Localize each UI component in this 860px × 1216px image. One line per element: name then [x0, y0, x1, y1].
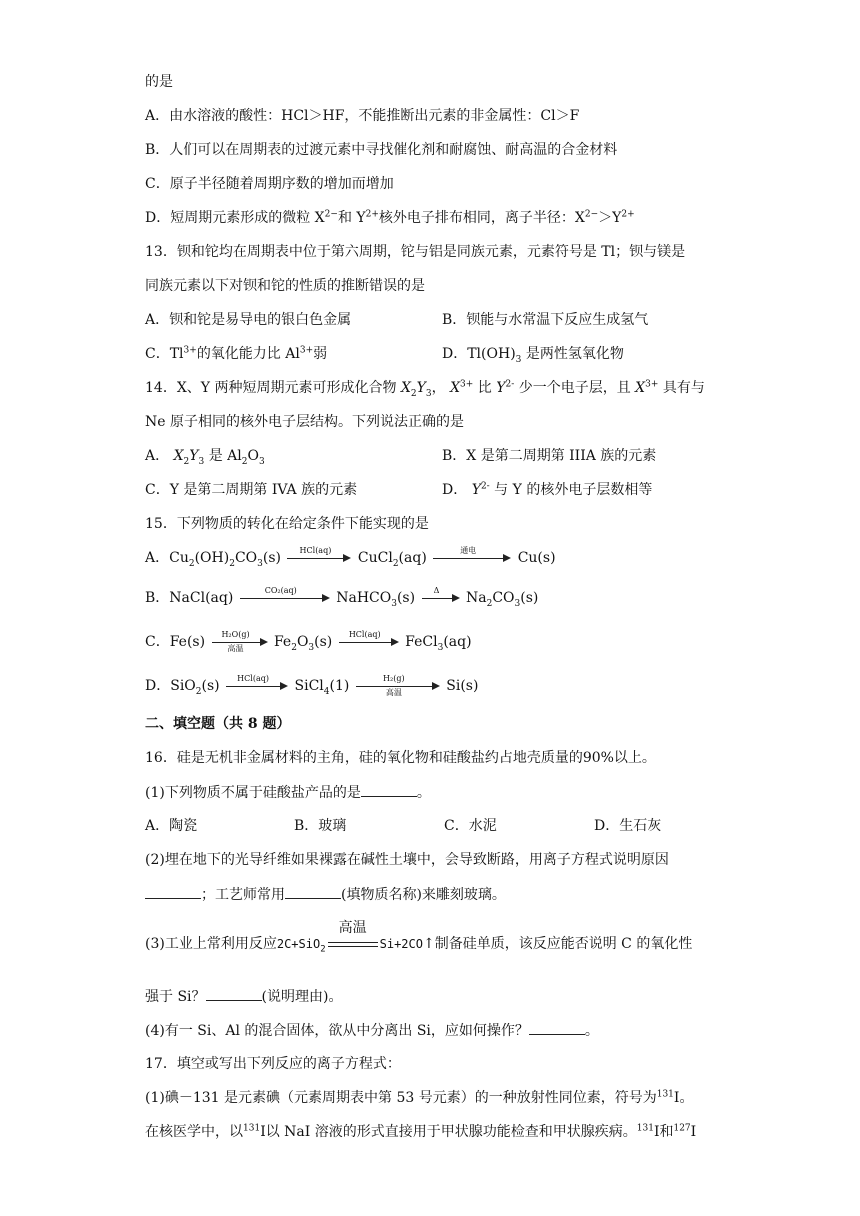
- option-a: A．$Cu_2(OH)_2CO_3(s)$ HCl(aq) CuCl$_2$(aq) 通电 Cu(s): [145, 546, 556, 569]
- option-c: C．Y 是第二周期第 IVA 族的元素: [145, 482, 358, 498]
- question-16-part-3: (3)工业上常利用反应2C+SiO$_2$ 高温 Si+2CO↑制备硅单质，该反应能否说明 C 的氧化性: [145, 920, 693, 955]
- option-d: D．短周期元素形成的微粒 $X^{2-}$和 $Y^{2+}$核外电子排布相同，离子半径：$X^{2-}>Y^{2+}$: [145, 209, 635, 226]
- reaction-arrow: HCl(aq): [339, 632, 399, 652]
- option-b: B．X 是第二周期第 IIIA 族的元素: [442, 448, 657, 464]
- reaction-arrow: HCl(aq): [287, 548, 351, 568]
- question-16-part-3-cont: 强于 Si？ (说明理由)。: [145, 986, 342, 1007]
- reaction-arrow: CO₂(aq): [240, 588, 330, 608]
- condition-equals-sign: 高温: [326, 934, 380, 954]
- option-d: D． $Y^{2-}$ 与 Y 的核外电子层数相等: [442, 481, 653, 498]
- option-b: B．钡能与水常温下反应生成氢气: [442, 312, 649, 328]
- option-c: C．$Tl^{3+}$的氧化能力比 $Al^{3+}$弱: [145, 345, 328, 362]
- question-16-part-1: (1)下列物质不属于硅酸盐产品的是 。: [145, 782, 431, 803]
- question-16-part-2: (2)埋在地下的光导纤维如果裸露在碱性土壤中，会导致断路，用离子方程式说明原因: [145, 852, 669, 868]
- reaction-arrow: HCl(aq): [226, 676, 288, 696]
- question-13-cont: 同族元素以下对钡和铊的性质的推断错误的是: [145, 278, 425, 294]
- option-c: C．水泥: [444, 818, 497, 834]
- option-d: D．生石灰: [594, 818, 662, 834]
- reaction-arrow: 通电: [433, 548, 511, 568]
- reaction-arrow: H₂(g) 高温: [356, 676, 440, 696]
- option-c: C．Fe(s) H₂O(g) 高温 $Fe_2O_3(s)$ HCl(aq) FeCl$_3$(aq): [145, 630, 472, 653]
- answer-blank[interactable]: [145, 884, 201, 899]
- question-14: 14．X、Y 两种短周期元素可形成化合物 $X_2Y_3$， $X^{3+}$ 比 $Y^{2-}$ 少一个电子层，且 $X^{3+}$ 具有与: [145, 379, 705, 399]
- reaction-equation: 2C+SiO$_2$: [276, 937, 326, 955]
- option-b: B．NaCl(aq) CO₂(aq) NaHCO$_3$(s) Δ $Na_2CO_3(s)$: [145, 586, 539, 609]
- option-c: C．原子半径随着周期序数的增加而增加: [145, 176, 394, 192]
- question-17: 17．填空或写出下列反应的离子方程式：: [145, 1056, 401, 1072]
- question-17-part-1: (1)碘－131 是元素碘（元素周期表中第 53 号元素）的一种放射性同位素，符号为$^{131}$I。: [145, 1089, 694, 1106]
- question-14-cont: Ne 原子相同的核外电子层结构。下列说法正确的是: [145, 414, 464, 430]
- reaction-arrow: H₂O(g) 高温: [212, 632, 268, 652]
- question-16-part-2-cont: ；工艺师常用 (填物质名称)来雕刻玻璃。: [145, 884, 506, 905]
- option-d: D．SiO$_2$(s) HCl(aq) SiCl$_4$(1) H₂(g) 高温 Si(s): [145, 674, 479, 697]
- option-b: B．人们可以在周期表的过渡元素中寻找催化剂和耐腐蚀、耐高温的合金材料: [145, 142, 618, 158]
- answer-blank[interactable]: [285, 884, 341, 899]
- option-b: B．玻璃: [294, 818, 347, 834]
- reaction-arrow: Δ: [422, 588, 460, 608]
- question-17-part-1-cont: 在核医学中，以$^{131}$I以 NaI 溶液的形式直接用于甲状腺功能检查和甲状腺疾病。$^{131}$I和$^{127}$I: [145, 1123, 697, 1140]
- option-d: D．$Tl(OH)_3$ 是两性氢氧化物: [442, 346, 624, 365]
- option-a: A． $X_2Y_3$ 是 $Al_2O_3$: [145, 448, 265, 467]
- answer-blank[interactable]: [361, 782, 417, 797]
- section-heading: 二、填空题（共 8 题）: [145, 716, 291, 732]
- question-13: 13．钡和铊均在周期表中位于第六周期，铊与铝是同族元素，元素符号是 Tl；钡与镁是: [145, 244, 686, 260]
- answer-blank[interactable]: [529, 1020, 585, 1035]
- question-15: 15．下列物质的转化在给定条件下能实现的是: [145, 516, 429, 532]
- question-16-part-4: (4)有一 Si、Al 的混合固体，欲从中分离出 Si，应如何操作？ 。: [145, 1020, 599, 1041]
- question-text: 的是: [145, 74, 173, 90]
- option-a: A．陶瓷: [145, 818, 198, 834]
- answer-blank[interactable]: [206, 986, 262, 1001]
- question-16: 16．硅是无机非金属材料的主角，硅的氧化物和硅酸盐约占地壳质量的90%以上。: [145, 750, 656, 766]
- option-a: A．由水溶液的酸性：HCl＞HF，不能推断出元素的非金属性：Cl＞F: [145, 108, 580, 124]
- option-a: A．钡和铊是易导电的银白色金属: [145, 312, 352, 328]
